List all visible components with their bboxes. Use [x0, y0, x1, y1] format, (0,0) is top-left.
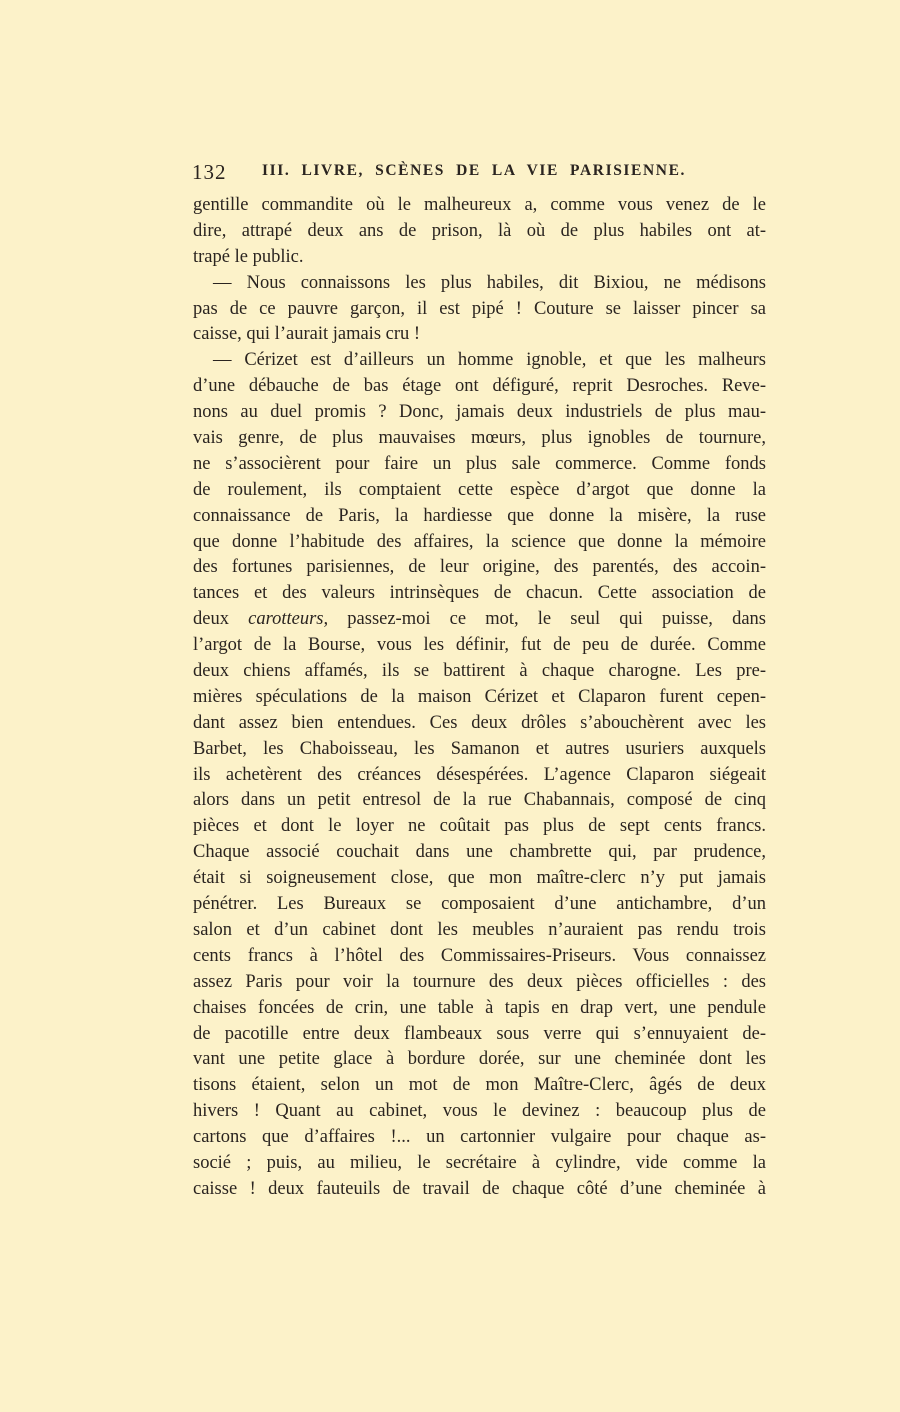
text-line: — Cérizet est d’ailleurs un homme ignoble, et que les malheurs [213, 350, 766, 371]
text-line: nons au duel promis ? Donc, jamais deux industriels de plus mau- [193, 402, 766, 423]
text-line: cartons que d’affaires !... un cartonnier vulgaire pour chaque as- [193, 1127, 766, 1148]
text-line: cents francs à l’hôtel des Commissaires-Priseurs. Vous connaissez [193, 945, 766, 966]
text-line: ils achetèrent des créances désespérées. L’agence Claparon siégeait [193, 764, 766, 785]
text-line: pièces et dont le loyer ne coûtait pas plus de sept cents francs. [193, 816, 766, 837]
text-line: l’argot de la Bourse, vous les définir, fut de peu de durée. Comme [193, 635, 766, 656]
text-line: pénétrer. Les Bureaux se composaient d’une antichambre, d’un [193, 894, 766, 915]
text-line: salon et d’un cabinet dont les meubles n’auraient pas rendu trois [193, 919, 766, 940]
running-title: III. LIVRE, SCÈNES DE LA VIE PARISIENNE. [262, 162, 686, 179]
text-line: alors dans un petit entresol de la rue Chabannais, composé de cinq [193, 790, 766, 811]
text-line: de roulement, ils comptaient cette espèce d’argot que donne la [193, 479, 766, 500]
text-line [193, 607, 766, 633]
text-line: que donne l’habitude des affaires, la science que donne la mémoire [193, 531, 766, 552]
text-line: d’une débauche de bas étage ont défiguré, reprit Desroches. Reve- [193, 376, 766, 397]
text-line: assez Paris pour voir la tournure des deux pièces officielles : des [193, 971, 766, 992]
text-line: gentille commandite où le malheureux a, comme vous venez de le [193, 195, 766, 215]
italic-word: carotteurs, [248, 609, 329, 630]
text-line: caisse, qui l’aurait jamais cru ! [193, 324, 421, 345]
text-line: tisons étaient, selon un mot de mon Maître-Clerc, âgés de deux [193, 1075, 766, 1096]
text-line: trapé le public. [193, 246, 304, 267]
text-line: tances et des valeurs intrinsèques de chacun. Cette association de [193, 583, 766, 604]
text-line: dant assez bien entendues. Ces deux drôles s’abouchèrent avec les [193, 712, 766, 733]
text-line: vais genre, de plus mauvaises mœurs, plus ignobles de tournure, [193, 428, 766, 449]
page-number: 132 [192, 160, 227, 184]
text-line: pas de ce pauvre garçon, il est pipé ! Couture se laisser pincer sa [193, 298, 766, 319]
text-line: Barbet, les Chaboisseau, les Samanon et autres usuriers auxquels [193, 738, 766, 759]
text-line: chaises foncées de crin, une table à tapis en drap vert, une pendule [193, 997, 766, 1018]
text-line: mières spéculations de la maison Cérizet et Claparon furent cepen- [193, 686, 766, 707]
text-segment: passez-moi ce mot, le seul qui puisse, dans [328, 609, 766, 630]
text-line: deux chiens affamés, ils se battirent à chaque charogne. Les pre- [193, 661, 766, 682]
text-line: connaissance de Paris, la hardiesse que donne la misère, la ruse [193, 505, 766, 526]
text-line: socié ; puis, au milieu, le secrétaire à cylindre, vide comme la [193, 1152, 766, 1173]
text-line: — Nous connaissons les plus habiles, dit Bixiou, ne médisons [213, 272, 766, 293]
text-line: était si soigneusement close, que mon maître-clerc n’y put jamais [193, 868, 766, 889]
text-line: dire, attrapé deux ans de prison, là où de plus habiles ont at- [193, 220, 766, 241]
text-line: des fortunes parisiennes, de leur origine, des parentés, des accoin- [193, 557, 766, 578]
text-line: hivers ! Quant au cabinet, vous le devinez : beaucoup plus de [193, 1101, 766, 1122]
text-line: caisse ! deux fauteuils de travail de chaque côté d’une cheminée à [193, 1178, 766, 1199]
text-line: Chaque associé couchait dans une chambrette qui, par prudence, [193, 842, 766, 863]
text-line: vant une petite glace à bordure dorée, sur une cheminée dont les [193, 1049, 766, 1070]
body-text [193, 193, 766, 1203]
text-line: de pacotille entre deux flambeaux sous verre qui s’ennuyaient de- [193, 1023, 766, 1044]
text-segment: deux [193, 609, 249, 630]
text-line: ne s’associèrent pour faire un plus sale commerce. Comme fonds [193, 453, 766, 474]
